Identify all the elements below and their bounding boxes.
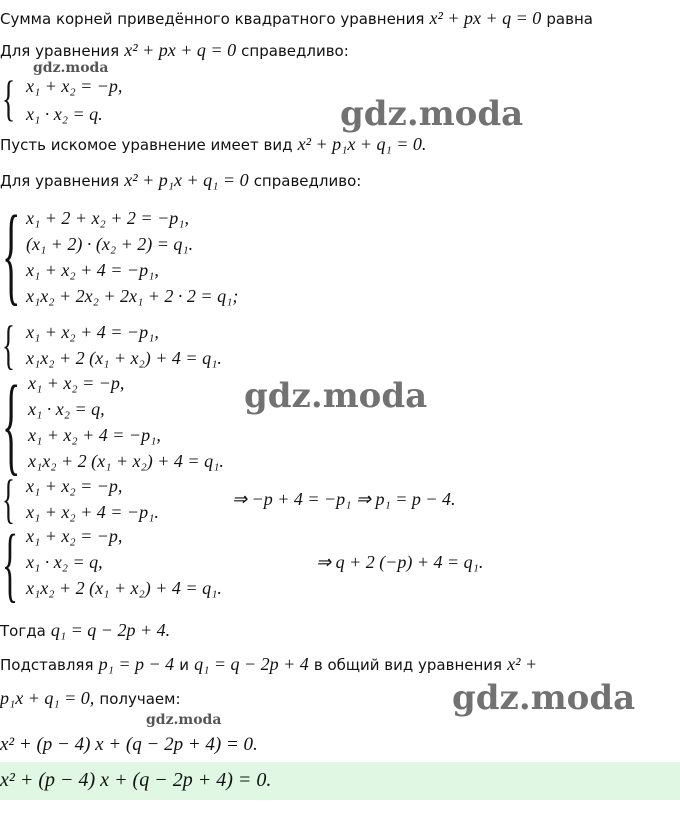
system-2-brace: { xyxy=(2,193,21,315)
system-5-brace: { xyxy=(2,469,15,529)
system-4-brace: { xyxy=(2,363,21,485)
answer-equation: x² + (p − 4) x + (q − 2p + 4) = 0. xyxy=(0,769,272,791)
system-5-result: ⇒ −p + 4 = −p₁ ⇒ p₁ = p − 4. xyxy=(232,489,456,509)
subst-and: и xyxy=(179,656,189,674)
result-equation: x² + (p − 4) x + (q − 2p + 4) = 0. xyxy=(0,734,258,755)
vieta-formula: x² + px + q = 0 xyxy=(124,40,237,60)
watermark-small-1: gdz.moda xyxy=(33,60,109,76)
assume-line xyxy=(0,134,426,155)
then-line xyxy=(0,620,170,641)
system-1-eq-2: x₁ · x₂ = q. xyxy=(26,104,103,124)
subst-formula-2: q₁ = q − 2p + 4 xyxy=(194,654,309,674)
watermark-large-3: gdz.moda xyxy=(452,678,636,718)
system-1-eq-1: x₁ + x₂ = −p, xyxy=(26,76,123,96)
system-2-eq-2: (x₁ + 2) · (x₂ + 2) = q₁. xyxy=(26,234,194,254)
system-6-eq-1: x₁ + x₂ = −p, xyxy=(26,526,123,546)
system-2-eq-3: x₁ + x₂ + 4 = −p₁, xyxy=(26,260,159,280)
subst-text-2: в общий вид уравнения xyxy=(313,656,503,674)
system-1-brace: { xyxy=(2,70,16,126)
system-2-eq-1: x₁ + 2 + x₂ + 2 = −p₁, xyxy=(26,208,189,228)
system-3-eq-1: x₁ + x₂ + 4 = −p₁, xyxy=(26,322,159,342)
subst-formula-1: p₁ = p − 4 xyxy=(98,654,175,674)
system-5-eq-1: x₁ + x₂ = −p, xyxy=(26,476,123,496)
vieta-line xyxy=(0,40,349,61)
subst-text-3: получаем: xyxy=(99,690,181,708)
substitution-line-2 xyxy=(0,688,181,709)
system-6-eq-2: x₁ · x₂ = q, xyxy=(26,552,103,572)
new-vieta-line xyxy=(0,170,361,191)
watermark-large-2: gdz.moda xyxy=(244,376,428,416)
substitution-line-1 xyxy=(0,654,537,675)
vieta-text: Для уравнения xyxy=(0,42,120,60)
system-6-brace: { xyxy=(2,518,19,611)
subst-formula-3: x² + xyxy=(507,654,538,674)
system-4-eq-4: x₁x₂ + 2 (x₁ + x₂) + 4 = q₁. xyxy=(28,451,224,471)
system-4-eq-3: x₁ + x₂ + 4 = −p₁, xyxy=(28,425,161,445)
system-6-result: ⇒ q + 2 (−p) + 4 = q₁. xyxy=(316,552,484,572)
system-3-brace: { xyxy=(2,315,15,375)
system-4-eq-1: x₁ + x₂ = −p, xyxy=(28,373,125,393)
assume-text: Пусть искомое уравнение имеет вид xyxy=(0,136,293,154)
then-formula: q₁ = q − 2p + 4. xyxy=(50,620,171,640)
assume-formula: x² + p₁x + q₁ = 0. xyxy=(297,134,427,154)
intro-tail: равна xyxy=(546,10,593,28)
then-text: Тогда xyxy=(0,622,46,640)
intro-text: Сумма корней приведённого квадратного уравнения xyxy=(0,10,425,28)
system-2-eq-4: x₁x₂ + 2x₂ + 2x₁ + 2 · 2 = q₁; xyxy=(26,286,239,306)
new-vieta-formula: x² + p₁x + q₁ = 0 xyxy=(124,170,249,190)
system-4-eq-2: x₁ · x₂ = q, xyxy=(28,399,105,419)
system-3-eq-2: x₁x₂ + 2 (x₁ + x₂) + 4 = q₁. xyxy=(26,348,222,368)
watermark-large-1: gdz.moda xyxy=(340,94,524,134)
subst-text-1: Подставляя xyxy=(0,656,94,674)
new-vieta-tail: справедливо: xyxy=(253,172,362,190)
intro-line xyxy=(0,8,593,29)
system-6-eq-3: x₁x₂ + 2 (x₁ + x₂) + 4 = q₁. xyxy=(26,578,222,598)
system-5-eq-2: x₁ + x₂ + 4 = −p₁. xyxy=(26,502,159,522)
new-vieta-text: Для уравнения xyxy=(0,172,120,190)
subst-formula-4: p₁x + q₁ = 0, xyxy=(0,688,95,708)
vieta-tail: справедливо: xyxy=(241,42,349,60)
watermark-small-2: gdz.moda xyxy=(146,712,222,728)
intro-formula: x² + px + q = 0 xyxy=(429,8,542,28)
